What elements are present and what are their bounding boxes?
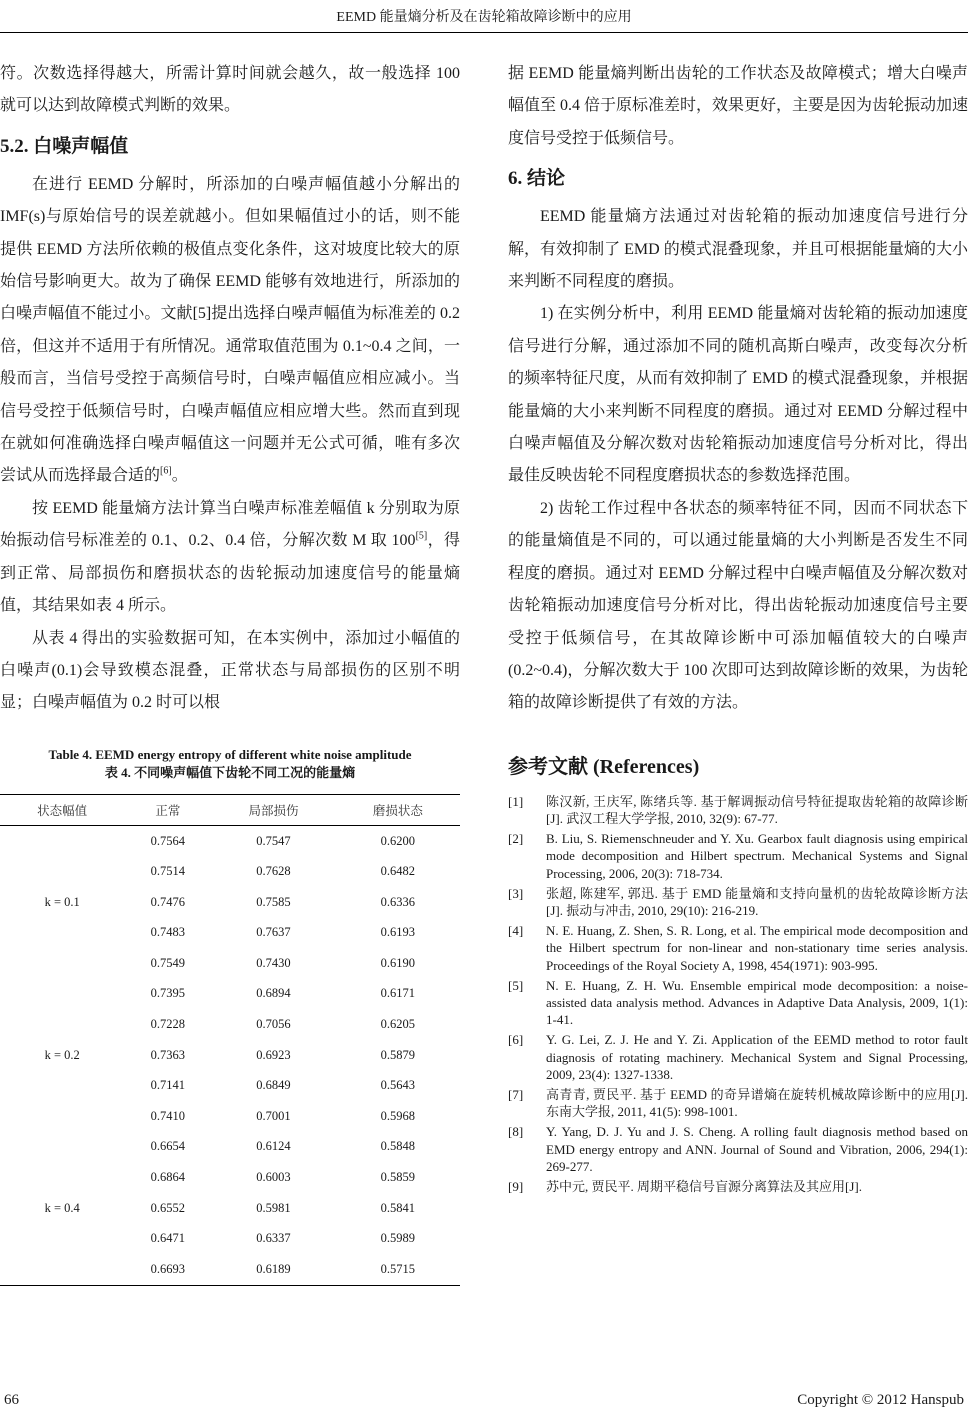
section-heading: 5.2. 白噪声幅值: [0, 135, 129, 157]
running-header: EEMD 能量熵分析及在齿轮箱故障诊断中的应用: [336, 10, 632, 25]
table-cell: 0.6193: [380, 925, 415, 940]
table-cell: 0.6471: [150, 1231, 185, 1246]
group-label: [0, 948, 124, 979]
table-row: [0, 1101, 460, 1132]
table-row: [0, 1254, 460, 1285]
table-cell: 0.6923: [256, 1047, 291, 1062]
table-row: [0, 1162, 460, 1193]
reference-text: 张超, 陈建军, 郭迅. 基于 EMD 能量熵和支持向量机的齿轮故障诊断方法[J]. 振动与冲击, 2010, 29(10): 216-219.: [546, 885, 968, 918]
reference-item: [508, 1086, 968, 1120]
table-cell: 0.6003: [256, 1170, 291, 1185]
reference-number: [9]: [508, 1178, 524, 1194]
table-row: [0, 1193, 460, 1224]
table-cell: 0.7001: [256, 1108, 291, 1123]
table-header: 局部损伤: [211, 794, 335, 825]
table-row: [0, 979, 460, 1010]
references-heading: 参考文献 (References): [508, 755, 700, 778]
table-cell: 0.7228: [150, 1017, 185, 1032]
table-row: [0, 856, 460, 887]
table-caption-zh: 表 4. 不同噪声幅值下齿轮不同工况的能量熵: [104, 764, 356, 780]
table-cell: 0.5968: [380, 1108, 415, 1123]
table-cell: 0.5643: [380, 1078, 415, 1093]
table-header: 状态幅值: [0, 794, 124, 825]
group-label: [0, 979, 124, 1010]
paragraph: EEMD 能量熵方法通过对齿轮箱的振动加速度信号进行分解，有效抑制了 EMD 的模式混叠现象，并且可根据能量熵的大小来判断不同程度的磨损。: [508, 208, 968, 291]
table-cell: 0.6849: [256, 1078, 291, 1093]
table-cell: 0.7410: [150, 1108, 185, 1123]
reference-item: [508, 977, 968, 1029]
left-column: [0, 58, 460, 1286]
table-row: [0, 1132, 460, 1163]
table-cell: 0.7564: [150, 833, 185, 848]
reference-number: [6]: [508, 1032, 524, 1048]
table-cell: 0.7628: [256, 864, 291, 879]
table-row: [0, 1070, 460, 1101]
table-cell: 0.6693: [124, 1254, 211, 1285]
table-cell: 0.6337: [256, 1231, 291, 1246]
table-cell: 0.7476: [150, 894, 185, 909]
table-row: [0, 1040, 460, 1071]
group-label: [0, 918, 124, 949]
table-cell: 0.6124: [256, 1139, 291, 1154]
group-label: [0, 1162, 124, 1193]
table-cell: 0.6190: [380, 955, 415, 970]
reference-text: 苏中元, 贾民平. 周期平稳信号盲源分离算法及其应用[J].: [546, 1178, 862, 1194]
citation: [5]: [415, 530, 428, 542]
table-cell: 0.7363: [150, 1047, 185, 1062]
table-cell: 0.6205: [380, 1017, 415, 1032]
reference-number: [1]: [508, 793, 524, 809]
table-cell: 0.5879: [380, 1047, 415, 1062]
reference-text: Y. Yang, D. J. Yu and J. S. Cheng. A rolling fault diagnosis method based on EMD energy entropy and ANN. Journal of Sound and Vibration, 2006, 294(1): 269-277.: [546, 1124, 968, 1174]
table-caption-en: Table 4. EEMD energy entropy of different white noise amplitude: [48, 746, 412, 762]
table-header-row: [0, 794, 460, 825]
paragraph: 据 EEMD 能量熵判断出齿轮的工作状态及故障模式；增大白噪声幅值至 0.4 倍于原标准差时，效果更好，主要是因为齿轮振动加速度信号受控于低频信号。: [508, 65, 968, 147]
citation: [6]: [160, 466, 172, 478]
group-label: k = 0.1: [44, 894, 80, 909]
table-cell: 0.7141: [150, 1078, 185, 1093]
table-cell: 0.5715: [336, 1254, 460, 1285]
right-column: [508, 58, 968, 1198]
copyright: Copyright © 2012 Hanspub: [797, 1392, 964, 1408]
table-caption: [0, 746, 460, 782]
table-cell: 0.6482: [380, 864, 415, 879]
table-row: [0, 1009, 460, 1040]
reference-number: [7]: [508, 1086, 524, 1102]
group-label: [0, 1254, 124, 1285]
paragraph-text: 按 EEMD 能量熵方法计算当白噪声标准差幅值 k 分别取为原始振动信号标准差的 0.1、0.2、0.4 倍，分解次数 M 取 100: [0, 499, 460, 550]
reference-text: B. Liu, S. Riemenschneuder and Y. Xu. Gearbox fault diagnosis using empirical mode decomposition and Hilbert spectrum. Mechanical Systems and Signal Processing, 2006, 20(3): 718-734.: [546, 831, 968, 881]
paragraph: [0, 493, 460, 623]
reference-number: [4]: [508, 923, 524, 939]
reference-item: [508, 793, 968, 827]
table-row: [0, 1223, 460, 1254]
table-cell: 0.5841: [380, 1200, 415, 1215]
reference-number: [8]: [508, 1124, 524, 1140]
table-cell: 0.6552: [150, 1200, 185, 1215]
table-row: [0, 887, 460, 918]
group-label: [0, 825, 124, 856]
table-cell: 0.7430: [256, 955, 291, 970]
entropy-table: [0, 794, 460, 1286]
table-cell: 0.5848: [380, 1139, 415, 1154]
table-cell: 0.5989: [380, 1231, 415, 1246]
paragraph-text: ，得到正常、局部损伤和磨损状态的齿轮振动加速度信号的能量熵值，其结果如表 4 所示。: [0, 532, 460, 615]
table-row: [0, 948, 460, 979]
reference-number: [2]: [508, 831, 524, 847]
table-body: [0, 825, 460, 1285]
group-label: [0, 1070, 124, 1101]
reference-item: [508, 885, 968, 919]
group-label: [0, 1009, 124, 1040]
table-cell: 0.6894: [256, 986, 291, 1001]
table-header: 磨损状态: [336, 794, 460, 825]
reference-text: Y. G. Lei, Z. J. He and Y. Zi. Application of the EEMD method to rotor fault diagnosis of rotating machinery. Mechanical System and Signal Processing, 2009, 23(4): 1327-1338.: [546, 1032, 968, 1082]
reference-item: [508, 1031, 968, 1083]
table-cell: 0.7547: [256, 833, 291, 848]
table-cell: 0.5981: [256, 1200, 291, 1215]
group-label: [0, 1101, 124, 1132]
section-heading: 6. 结论: [508, 168, 566, 190]
reference-list: [508, 793, 968, 1195]
reference-text: N. E. Huang, Z. H. Wu. Ensemble empirical mode decomposition: a noise-assisted data analysis method. Advances in Adaptive Data Analysis, 2009, 1(1): 1-41.: [546, 977, 968, 1028]
paragraph: 1) 在实例分析中，利用 EEMD 能量熵对齿轮箱的振动加速度信号进行分解，通过添加不同的随机高斯白噪声，改变每次分析的频率特征尺度，从而有效抑制了 EMD 的模式混叠现象，并根据能量熵的大小来判断不同程度的磨损。通过对 EEMD 分解过程中白噪声幅值及分解次数对齿轮箱振动加速度信号分析对比，得出最佳反映齿轮不同程度磨损状态的参数选择范围。: [508, 305, 968, 485]
reference-text: 高青青, 贾民平. 基于 EEMD 的奇异谱熵在旋转机械故障诊断中的应用[J]. 东南大学报, 2011, 41(5): 998-1001.: [546, 1086, 968, 1120]
table-cell: 0.6654: [150, 1139, 185, 1154]
reference-number: [3]: [508, 885, 524, 901]
table-cell: 0.7637: [256, 925, 291, 940]
table-row: [0, 825, 460, 856]
page-number: 66: [4, 1392, 19, 1408]
paragraph: 从表 4 得出的实验数据可知，在本实例中，添加过小幅值的白噪声(0.1)会导致模态混叠，正常状态与局部损伤的区别不明显；白噪声幅值为 0.2 时可以根: [0, 629, 460, 712]
reference-text: N. E. Huang, Z. Shen, S. R. Long, et al. The empirical mode decomposition and the Hilbert spectrum for non-linear and non-stationary time series analysis. Proceedings of the Royal Society A, 1998, 454(1971): 903-995.: [546, 923, 968, 973]
reference-item: [508, 922, 968, 974]
table-cell: 0.5859: [380, 1170, 415, 1185]
table-cell: 0.7483: [150, 925, 185, 940]
table-cell: 0.6189: [211, 1254, 335, 1285]
table-cell: 0.6336: [380, 894, 415, 909]
paragraph: 2) 齿轮工作过程中各状态的频率特征不同，因而不同状态下的能量熵值是不同的，可以通过能量熵的大小判断是否发生不同程度的磨损。通过对 EEMD 分解过程中白噪声幅值及分解次数对齿轮箱振动加速度信号分析对比，得出齿轮振动加速度信号主要受控于低频信号，在其故障诊断中可添加幅值较大的白噪声(0.2~0.4)，分解次数大于 100 次即可达到故障诊断的效果，为齿轮箱的故障诊断提供了有效的方法。: [508, 499, 968, 712]
group-label: [0, 1132, 124, 1163]
group-label: k = 0.2: [44, 1047, 80, 1062]
table-cell: 0.7549: [150, 955, 185, 970]
reference-item: [508, 1178, 968, 1195]
reference-number: [5]: [508, 977, 524, 993]
paragraph: [0, 169, 460, 493]
paragraph-text: 在进行 EEMD 分解时，所添加的白噪声幅值越小分解出的 IMF(s)与原始信号的误差就越小。但如果幅值过小的话，则不能提供 EEMD 方法所依赖的极值点变化条件，这对坡度比较大的原始信号影响更大。故为了确保 EEMD 能够有效地进行，所添加的白噪声幅值不能过小。文献[5]提出选择白噪声幅值为标准差的 0.2 倍，但这并不适用于有所情况。通常取值范围为 0.1~0.4 之间，一般而言，当信号受控于高频信号时，白噪声幅值应相应减小。当信号受控于低频信号时，白噪声幅值应相应增大些。然而直到现在就如何准确选择白噪声幅值这一问题并无公式可循，唯有多次尝试从而选择最合适的: [0, 175, 460, 485]
table-cell: 0.6200: [380, 833, 415, 848]
table-cell: 0.7395: [150, 986, 185, 1001]
reference-item: [508, 830, 968, 882]
header-rule: [0, 32, 968, 33]
group-label: k = 0.4: [44, 1200, 80, 1215]
group-label: [0, 856, 124, 887]
table-cell: 0.7514: [150, 864, 185, 879]
table-row: [0, 918, 460, 949]
table-header: 正常: [124, 794, 211, 825]
reference-item: [508, 1123, 968, 1175]
table-cell: 0.7056: [256, 1017, 291, 1032]
table-cell: 0.7585: [256, 894, 291, 909]
paragraph-end: 。: [171, 467, 188, 485]
table-cell: 0.6171: [380, 986, 415, 1001]
group-label: [0, 1223, 124, 1254]
table-cell: 0.6864: [150, 1170, 185, 1185]
paragraph: 符。次数选择得越大，所需计算时间就会越久，故一般选择 100 就可以达到故障模式判断的效果。: [0, 65, 460, 115]
reference-text: 陈汉新, 王庆军, 陈绪兵等. 基于解调振动信号特征提取齿轮箱的故障诊断[J]. 武汉工程大学学报, 2010, 32(9): 67-77.: [546, 793, 968, 826]
